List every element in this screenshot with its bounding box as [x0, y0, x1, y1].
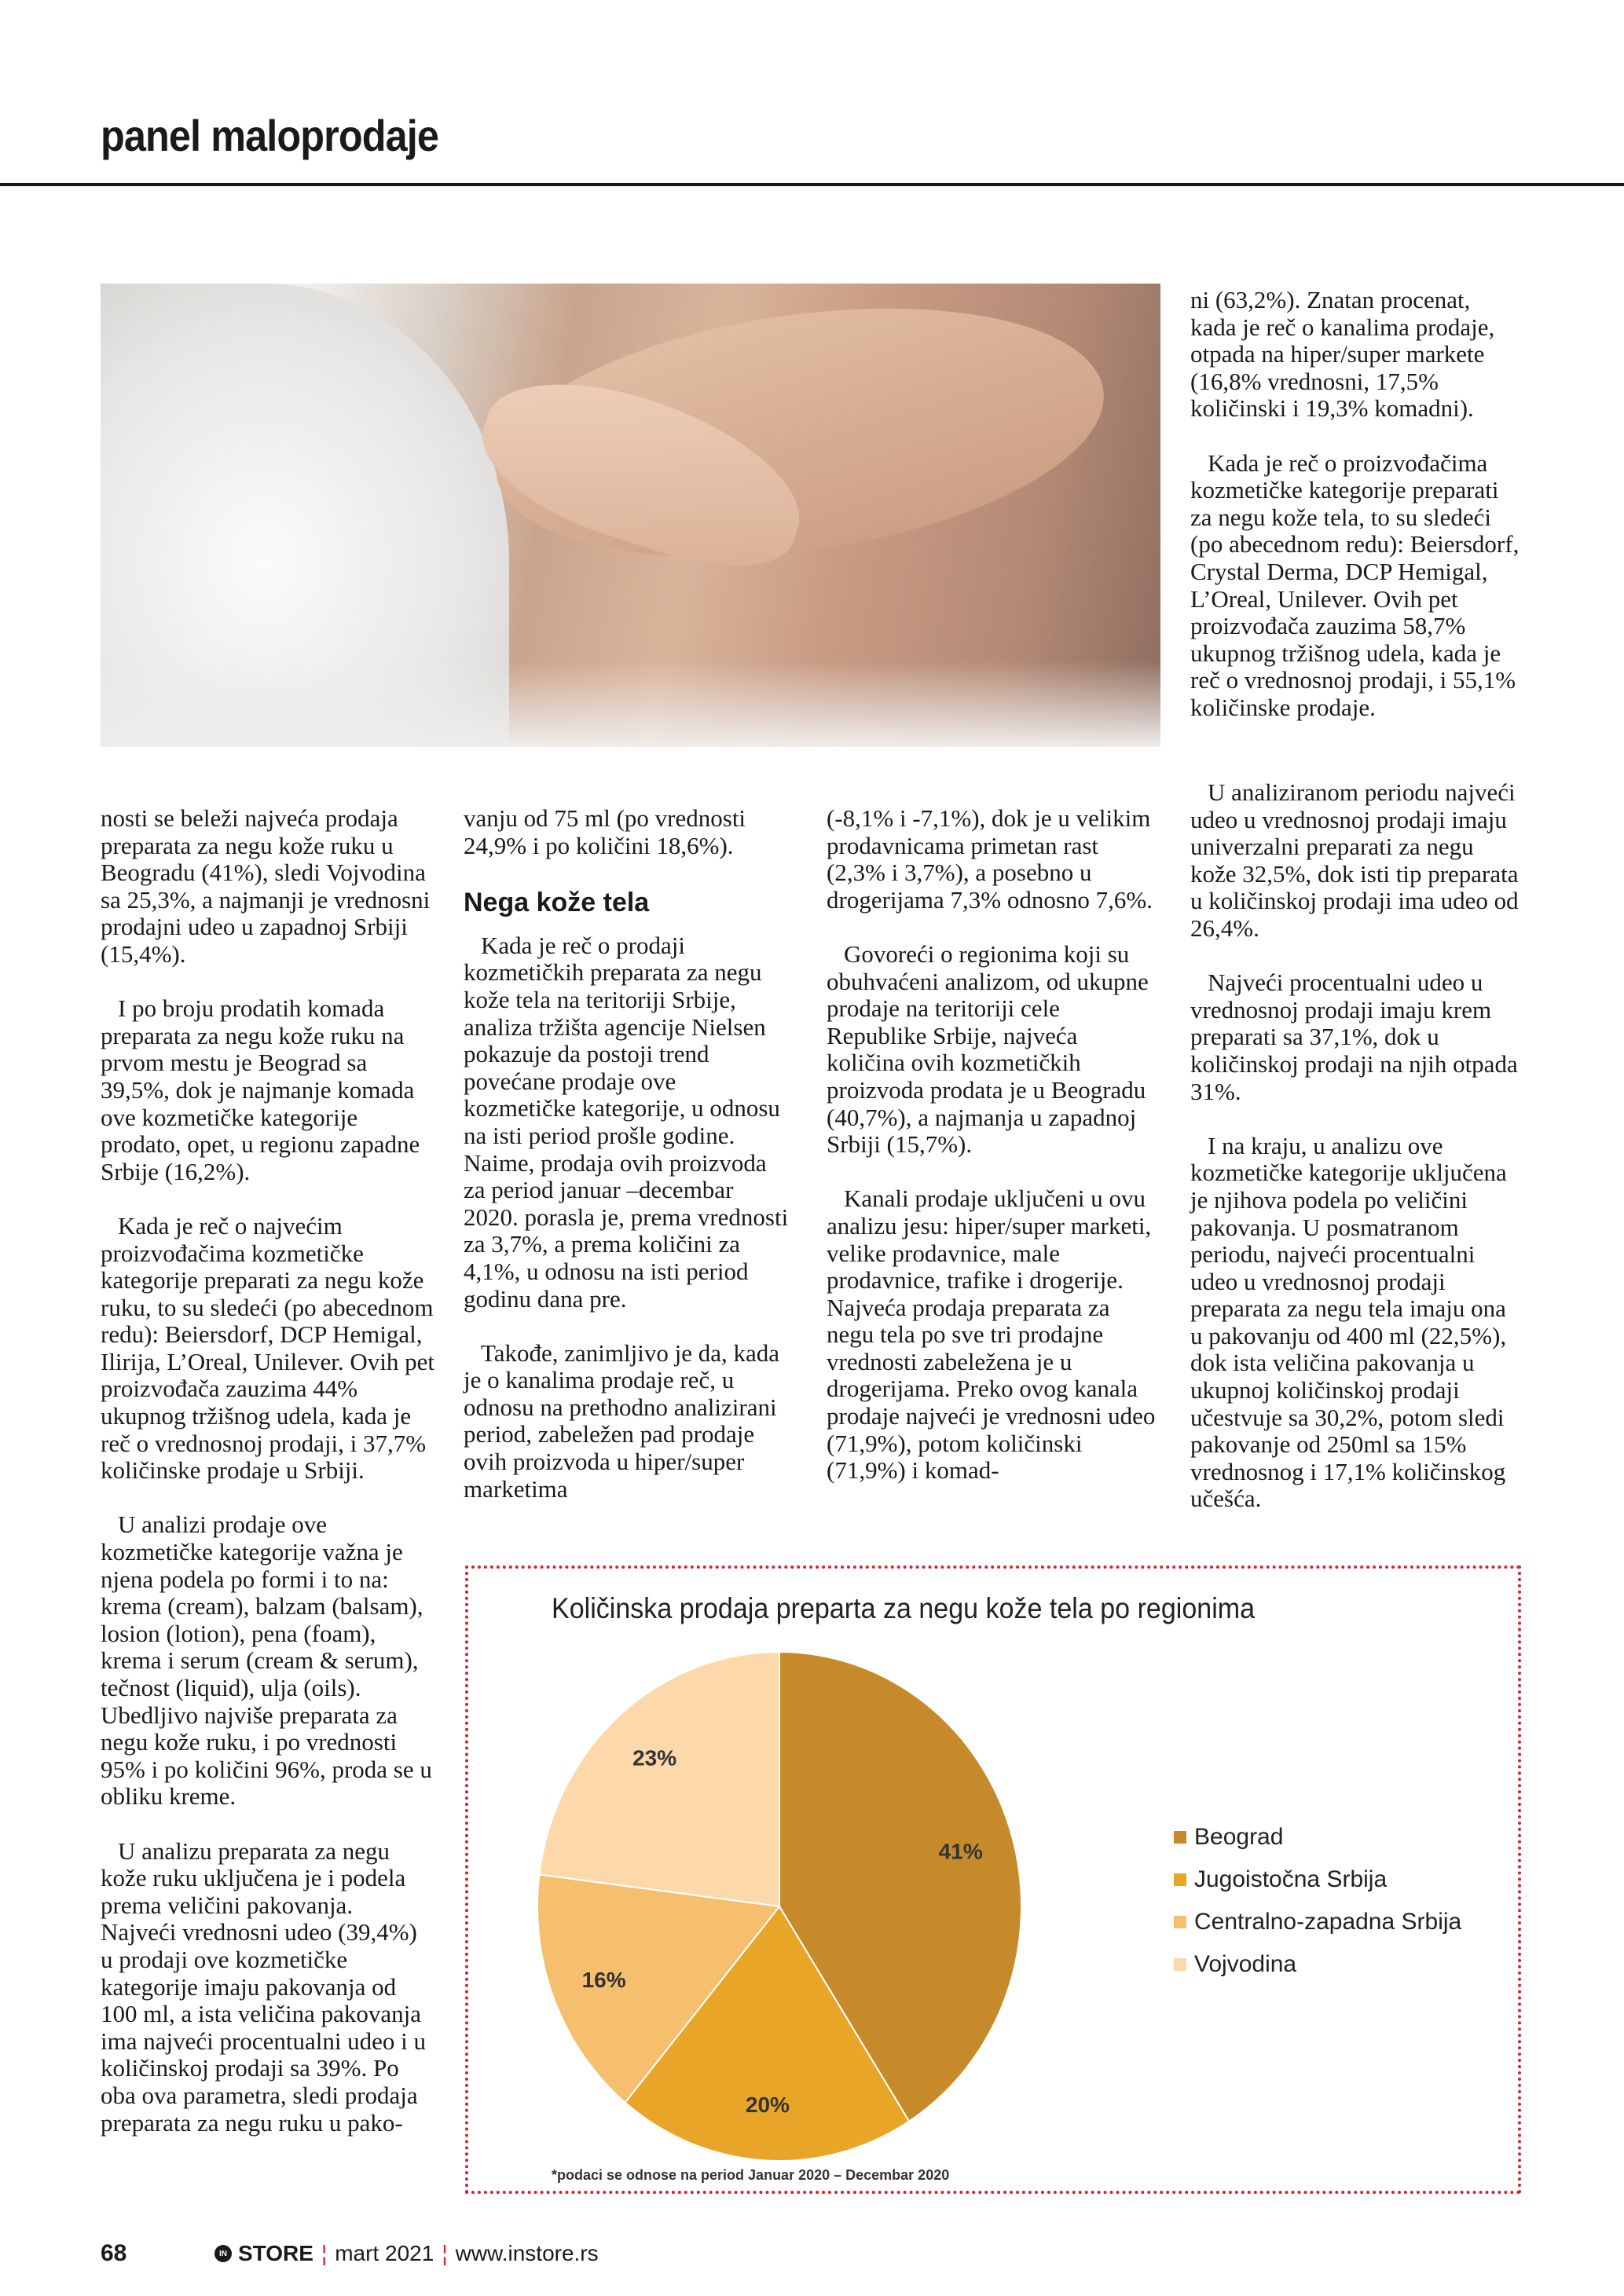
legend-label: Vojvodina	[1194, 1951, 1297, 1977]
legend-swatch	[1174, 1958, 1186, 1971]
legend-swatch	[1174, 1916, 1186, 1928]
pie-data-label: 16%	[581, 1968, 626, 1993]
legend-item	[1174, 1858, 1461, 1901]
legend-label: Jugoistočna Srbija	[1194, 1866, 1388, 1892]
paragraph: Kada je reč o prodaji kozmetičkih preparata za negu kože tela na teritoriji Srbije, analiza tržišta agencije Nielsen pokazuje da postoji trend povećane prodaje ove kozmetičke kategorije, u odnosu na isti period prošle godine. Naime, prodaja ovih proizvoda za period januar –decembar 2020. porasla je, prema vrednosti za 3,7%, a prema količini za 4,1%, u odnosu na isti period godinu dana pre.	[464, 931, 789, 1313]
article-photo	[101, 284, 1160, 747]
subheading: Nega kože tela	[464, 887, 650, 917]
paragraph: Kada je reč o najvećim proizvođačima kozmetičke kategorije preparati za negu kože ruku, to su sledeći (po abecednom redu): Beiersdorf, DCP Hemigal, Ilirija, L’Oreal, Unilever. Ovih pet proizvođača zauzima 44% ukupnog tržišnog udela, kada je reč o vrednosnoj prodaji, i 37,7% količinske prodaje u Srbiji.	[101, 1211, 434, 1485]
paragraph: nosti se beleži najveća prodaja preparata za negu kože ruku u Beogradu (41%), sledi Vojvodina sa 25,3%, a najmanji je vrednosni prodajni udeo u zapadnoj Srbiji (15,4%).	[101, 804, 431, 968]
column-4-top	[1190, 287, 1520, 749]
issue-date: mart 2021	[335, 2241, 434, 2265]
pie-data-label: 20%	[745, 2093, 790, 2118]
brand-logo-icon: IN	[214, 2245, 232, 2262]
chart-title: Količinska prodaja preparta za negu kože tela po regionima	[552, 1592, 1256, 1624]
legend-swatch	[1174, 1873, 1186, 1886]
paragraph: U analizu preparata za negu kože ruku uključena je i podela prema veličini pakovanja. Najveći vrednosni udeo (39,4%) u prodaji ove kozmetičke kategorije imaju pakovanja od 100 ml, a ista veličina pakovanja ima najveći procentualni udeo i u količinskoj prodaji sa 39%. Po oba ova parametra, sledi prodaja preparata za negu ruku u pako-	[101, 1836, 427, 2137]
paragraph: Takođe, zanimljivo je da, kada je o kanalima prodaje reč, u odnosu na prethodno analizirani period, zabeležen pad prodaje ovih proizvoda u hiper/super marketima	[464, 1338, 780, 1503]
paragraph: U analiziranom periodu najveći udeo u vrednosnoj prodaji imaju univerzalni preparati za negu kože 32,5%, dok isti tip preparata u količinskoj prodaji ima udeo od 26,4%.	[1190, 778, 1519, 942]
separator: ¦	[442, 2241, 448, 2265]
header-rule	[0, 183, 1624, 186]
pie-data-label: 41%	[938, 1839, 983, 1864]
legend-item	[1174, 1943, 1461, 1986]
paragraph: Kanali prodaje uključeni u ovu analizu jesu: hiper/super marketi, velike prodavnice, male prodavnice, trafike i drogerije. Najveća prodaja preparata za negu tela po sve tri prodajne vrednosti zabeležena je u drogerijama. Preko ovog kanala prodaje najveći je vrednosni udeo (71,9%), potom količinski (71,9%) i komad-	[827, 1185, 1156, 1485]
chart-footnote: *podaci se odnose na period Januar 2020 – Decembar 2020	[552, 2167, 950, 2183]
legend-label: Centralno-zapadna Srbija	[1194, 1909, 1462, 1935]
paragraph: Govoreći o regionima koji su obuhvaćeni analizom, od ukupne prodaje na teritoriji cele Republike Srbije, najveća količina ovih kozmetičkih proizvoda prodata je u Beogradu (40,7%), a najmanja u zapadnoj Srbiji (15,7%).	[827, 939, 1149, 1159]
column-2	[464, 805, 794, 1530]
legend-item	[1174, 1901, 1461, 1943]
paragraph: ni (63,2%). Znatan procenat, kada je reč o kanalima prodaje, otpada na hiper/super markete (16,8% vrednosni, 17,5% količinski i 19,3% komadni).	[1190, 286, 1495, 423]
legend-swatch	[1174, 1831, 1186, 1844]
paragraph: Najveći procentualni udeo u vrednosnoj prodaji imaju krem preparati sa 37,1%, dok u količinskoj prodaji na njih otpada 31%.	[1190, 969, 1518, 1105]
column-4-bottom	[1190, 779, 1520, 1540]
legend-item	[1174, 1816, 1461, 1858]
paragraph: vanju od 75 ml (po vrednosti 24,9% i po količini 18,6%).	[464, 804, 746, 859]
pie-slice-vojvodina	[539, 1652, 779, 1906]
chart-legend	[1174, 1816, 1461, 1986]
paragraph: U analizi prodaje ove kozmetičke kategorije važna je njena podela po formi i to na: krema (cream), balzam (balsam), losion (lotion), pena (foam), krema i serum (cream & serum), tečnost (liquid), ulja (oils). Ubedljivo najviše preparata za negu kože ruku, i po vrednosti 95% i po količini 96%, proda se u obliku kreme.	[101, 1511, 432, 1811]
paragraph: (-8,1% i -7,1%), dok je u velikim prodavnicama primetan rast (2,3% i 3,7%), a posebno u drogerijama 7,3% odnosno 7,6%.	[827, 804, 1153, 914]
section-title: panel maloprodaje	[101, 111, 439, 160]
pie-chart-box	[465, 1565, 1521, 2194]
separator: ¦	[321, 2241, 328, 2265]
brand-name: STORE	[238, 2241, 313, 2265]
page-number: 68	[101, 2240, 127, 2266]
column-1	[101, 805, 434, 2164]
pie-data-label: 23%	[632, 1745, 677, 1771]
photo-sheet	[101, 661, 1160, 747]
page-footer	[101, 2240, 599, 2267]
column-3	[827, 805, 1157, 1511]
legend-label: Beograd	[1194, 1824, 1284, 1850]
paragraph: I na kraju, u analizu ove kozmetičke kategorije uključena je njihova podela po veličini pakovanja. U posmatranom periodu, najveći procentualni udeo u vrednosnoj prodaji preparata za negu tela imaju ona u pakovanju od 400 ml (22,5%), dok ista veličina pakovanja u ukupnoj količinskoj prodaji učestvuje sa 30,2%, potom sledi pakovanje od 250ml sa 15% vrednosnog i 17,1% količinskog učešća.	[1190, 1131, 1507, 1513]
paragraph: Kada je reč o proizvođačima kozmetičke kategorije preparati za negu kože tela, to su sledeći (po abecednom redu): Beiersdorf, Crystal Derma, DCP Hemigal, L’Oreal, Unilever. Ovih pet proizvođača zauzima 58,7% ukupnog tržišnog udela, kada je reč o vrednosnoj prodaji, i 55,1% količinske prodaje.	[1190, 449, 1520, 721]
paragraph: I po broju prodatih komada preparata za negu kože ruku na prvom mestu je Beograd sa 39,5%, dok je najmanje komada ove kozmetičke kategorije prodato, opet, u regionu zapadne Srbije (16,2%).	[101, 994, 420, 1185]
website-link[interactable]: www.instore.rs	[455, 2241, 599, 2265]
